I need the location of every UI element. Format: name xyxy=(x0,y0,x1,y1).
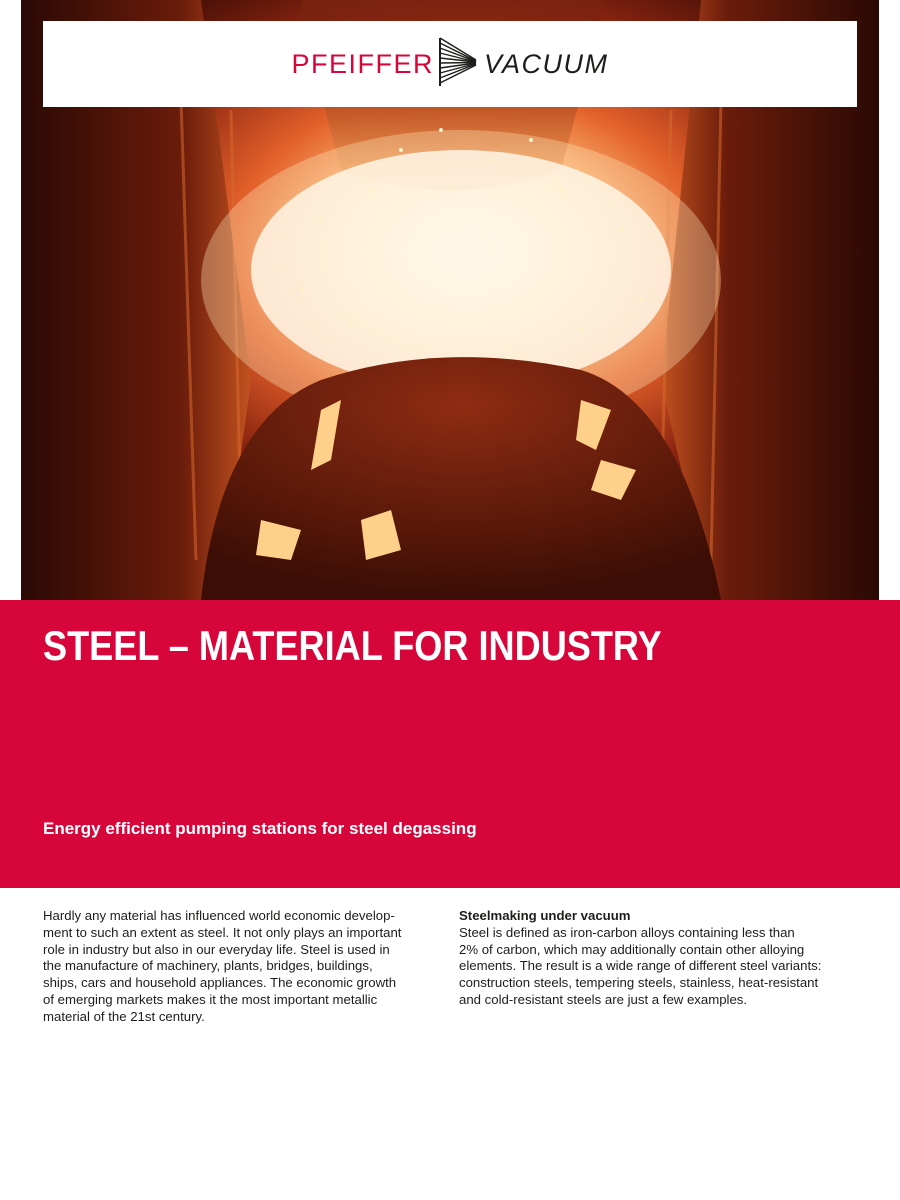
page-subtitle: Energy efficient pumping stations for steel degassing xyxy=(43,819,477,838)
intro-line: Hardly any material has influenced world economic develop- xyxy=(43,908,395,923)
title-band xyxy=(0,600,900,888)
logo-bar xyxy=(43,21,857,107)
pfeiffer-vacuum-logo xyxy=(291,36,608,93)
section-heading: Steelmaking under vacuum xyxy=(459,908,631,923)
section-line: Steel is defined as iron-carbon alloys containing less than xyxy=(459,924,795,940)
logo-text-pfeiffer: PFEIFFER xyxy=(291,48,434,79)
intro-line: ment to such an extent as steel. It not only plays an important xyxy=(43,924,402,940)
intro-line: material of the 21st century. xyxy=(43,1008,205,1024)
section-line: construction steels, tempering steels, stainless, heat-resistant xyxy=(459,975,819,991)
intro-line: the manufacture of machinery, plants, bridges, buildings, xyxy=(43,958,373,974)
intro-line: role in industry but also in our everyday life. Steel is used in xyxy=(43,941,390,957)
page-title: STEEL – MATERIAL FOR INDUSTRY xyxy=(43,622,662,669)
section-line: elements. The result is a wide range of different steel variants: xyxy=(459,958,822,974)
intro-column xyxy=(43,908,443,1026)
logo-swoosh-icon xyxy=(438,36,478,93)
logo-text-vacuum: VACUUM xyxy=(484,48,609,79)
steelmaking-column xyxy=(459,908,859,1009)
intro-line: ships, cars and household appliances. The economic growth xyxy=(43,975,397,991)
section-line: 2% of carbon, which may additionally contain other alloying xyxy=(459,941,805,957)
section-line: and cold-resistant steels are just a few examples. xyxy=(459,991,748,1007)
intro-line: of emerging markets makes it the most important metallic xyxy=(43,991,378,1007)
